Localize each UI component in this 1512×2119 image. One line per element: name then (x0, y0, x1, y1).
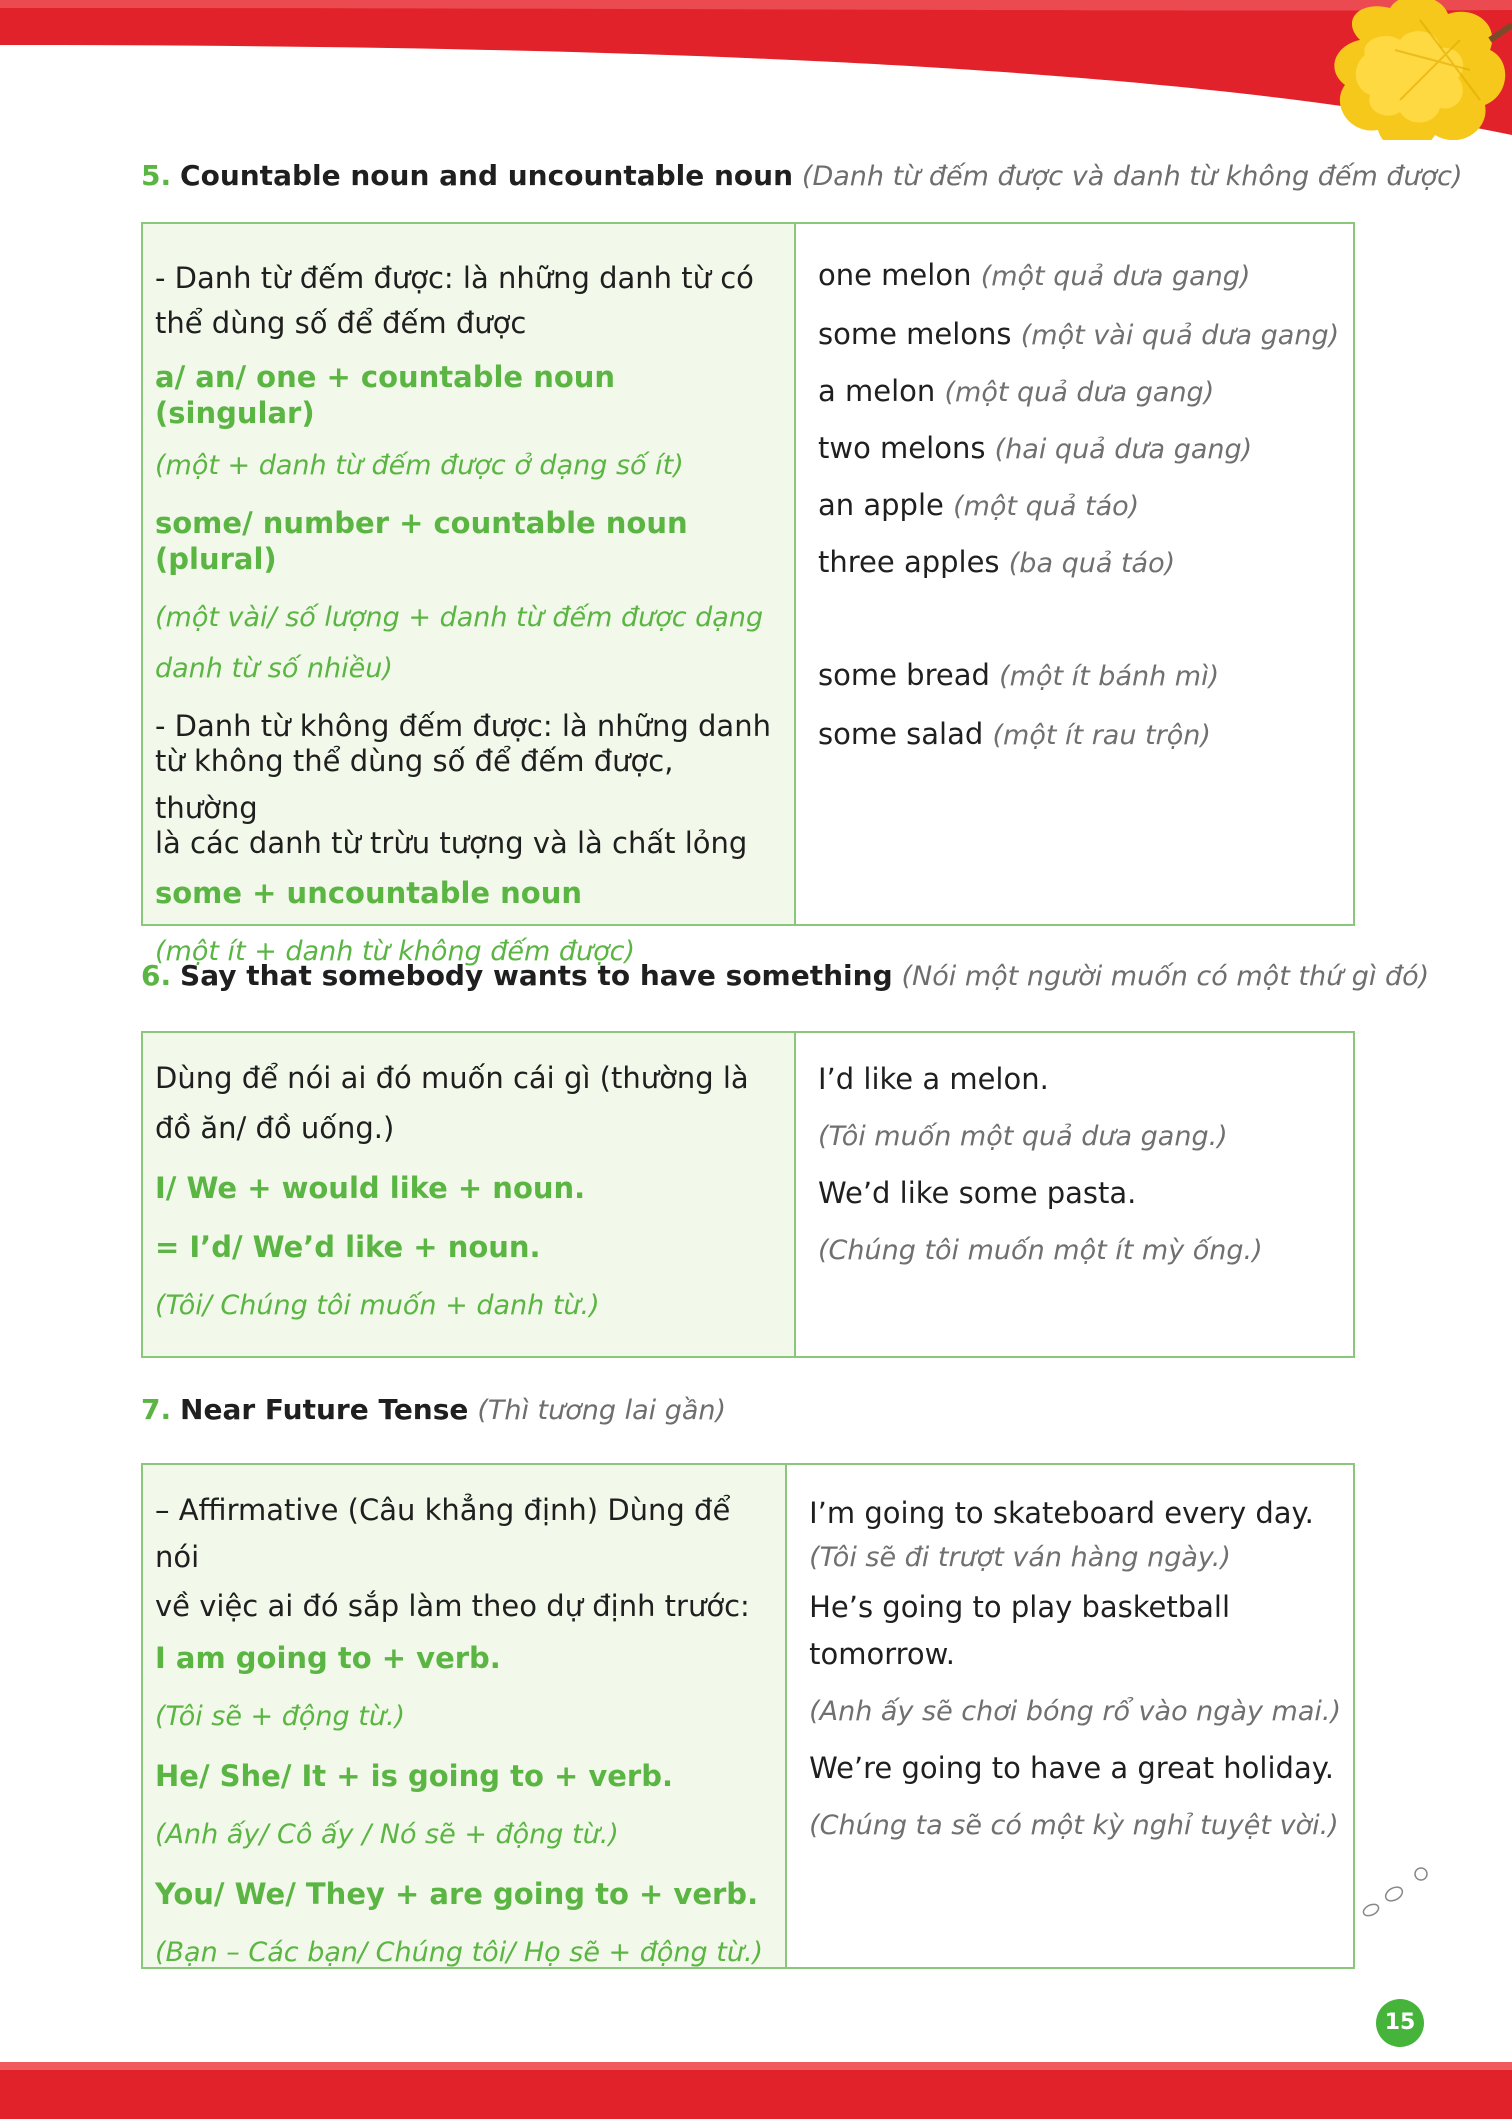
example-english: one melon (818, 258, 972, 292)
example-translation: (một ít rau trộn) (992, 720, 1211, 751)
example-line (818, 657, 1341, 695)
grammar-rule-translation: danh từ số nhiều) (155, 653, 393, 684)
example-english: some melons (818, 317, 1012, 351)
section-5-table (141, 222, 1355, 967)
grammar-rule-translation: (một + danh từ đếm được ở dạng số ít) (155, 450, 684, 481)
grammar-rule: I/ We + would like + noun. (155, 1171, 586, 1205)
example-english: I’m going to skateboard every day. (809, 1496, 1314, 1530)
usage-description: về việc ai đó sắp làm theo dự định trước: (155, 1589, 750, 1623)
uncountable-description: từ không thể dùng số để đếm được, thường (155, 744, 674, 825)
example-english: I’d like a melon. (818, 1062, 1049, 1096)
grammar-rule-translation: (một vài/ số lượng + danh từ đếm được dạng (155, 602, 764, 633)
section-translation: (Danh từ đếm được và danh từ không đếm được) (801, 161, 1463, 192)
example-translation: (một ít bánh mì) (999, 661, 1220, 692)
usage-description: Dùng để nói ai đó muốn cái gì (thường là (155, 1061, 749, 1095)
grammar-rule-translation: (Bạn – Các bạn/ Chúng tôi/ Họ sẽ + động từ.) (155, 1937, 764, 1968)
example-line (818, 316, 1341, 354)
top-header-band (0, 0, 1512, 140)
section-7-examples (787, 1465, 1353, 1967)
example-translation: (Tôi sẽ đi trượt ván hàng ngày.) (809, 1542, 1231, 1573)
example-translation: (một quả dưa gang) (980, 261, 1251, 292)
grammar-rule: some + uncountable noun (155, 876, 583, 910)
example-english: He’s going to play basketball (809, 1590, 1231, 1624)
bottom-footer-band (0, 2062, 1512, 2119)
example-line (818, 430, 1341, 468)
uncountable-description: - Danh từ không đếm được: là những danh (155, 709, 771, 743)
example-translation: (Anh ấy sẽ chơi bóng rổ vào ngày mai.) (809, 1696, 1341, 1727)
section-title: Near Future Tense (180, 1393, 469, 1426)
example-english: We’re going to have a great holiday. (809, 1751, 1334, 1785)
example-translation: (Chúng ta sẽ có một kỳ nghỉ tuyệt vời.) (809, 1810, 1339, 1841)
section-6-rules (143, 1033, 796, 1356)
example-line (818, 257, 1341, 295)
example-translation: (một quả dưa gang) (944, 377, 1215, 408)
countable-description: - Danh từ đếm được: là những danh từ có (155, 261, 754, 295)
grammar-rule-translation: (Anh ấy/ Cô ấy / Nó sẽ + động từ.) (155, 1819, 619, 1850)
grammar-rule-translation: (Tôi sẽ + động từ.) (155, 1701, 406, 1732)
usage-description: – Affirmative (Câu khẳng định) Dùng để nói (155, 1493, 731, 1574)
uncountable-description: là các danh từ trừu tượng và là chất lỏng (155, 826, 748, 860)
example-line (818, 716, 1341, 754)
grammar-rule: He/ She/ It + is going to + verb. (155, 1759, 674, 1793)
example-english: some bread (818, 658, 990, 692)
example-english: We’d like some pasta. (818, 1176, 1137, 1210)
countable-description: thể dùng số để đếm được (155, 306, 527, 340)
example-translation: (một quả táo) (953, 491, 1140, 522)
example-translation: (một vài quả dưa gang) (1020, 320, 1340, 351)
section-5-heading (141, 158, 1462, 195)
section-translation: (Nói một người muốn có một thứ gì đó) (901, 961, 1430, 992)
grammar-rule: I am going to + verb. (155, 1641, 501, 1675)
section-title: Say that somebody wants to have something (180, 959, 893, 992)
example-english: tomorrow. (809, 1637, 955, 1671)
example-english: two melons (818, 431, 986, 465)
example-line (818, 487, 1341, 525)
example-line (818, 373, 1341, 411)
example-line (818, 544, 1341, 582)
grammar-rule-translation: (một ít + danh từ không đếm được) (155, 936, 636, 967)
usage-description: đồ ăn/ đồ uống.) (155, 1111, 395, 1145)
example-translation: (Tôi muốn một quả dưa gang.) (818, 1121, 1228, 1152)
section-number: 5. (141, 159, 172, 192)
section-6-heading (141, 958, 1429, 995)
grammar-rule: You/ We/ They + are going to + verb. (155, 1877, 759, 1911)
grammar-rule: = I’d/ We’d like + noun. (155, 1230, 541, 1264)
section-number: 7. (141, 1393, 172, 1426)
grammar-rule-translation: (Tôi/ Chúng tôi muốn + danh từ.) (155, 1290, 600, 1321)
section-number: 6. (141, 959, 172, 992)
section-6-examples (796, 1033, 1353, 1356)
example-english: some salad (818, 717, 984, 751)
example-translation: (hai quả dưa gang) (994, 434, 1253, 465)
example-english: a melon (818, 374, 936, 408)
example-translation: (Chúng tôi muốn một ít mỳ ống.) (818, 1235, 1263, 1266)
section-7-rules (143, 1465, 787, 1967)
section-translation: (Thì tương lai gần) (477, 1395, 727, 1426)
section-title: Countable noun and uncountable noun (180, 159, 794, 192)
section-5-examples (796, 224, 1353, 924)
section-7-heading (141, 1392, 726, 1429)
page-number: 15 (1376, 1999, 1424, 2047)
section-5-rules (143, 224, 796, 967)
example-english: an apple (818, 488, 944, 522)
grammar-rule: some/ number + countable noun (plural) (155, 506, 688, 576)
grammar-rule: a/ an/ one + countable noun (singular) (155, 360, 616, 430)
section-7-table (141, 1463, 1355, 1969)
pebbles-icon (1355, 1858, 1435, 1918)
section-6-table (141, 1031, 1355, 1358)
example-translation: (ba quả táo) (1008, 548, 1176, 579)
example-english: three apples (818, 545, 1000, 579)
